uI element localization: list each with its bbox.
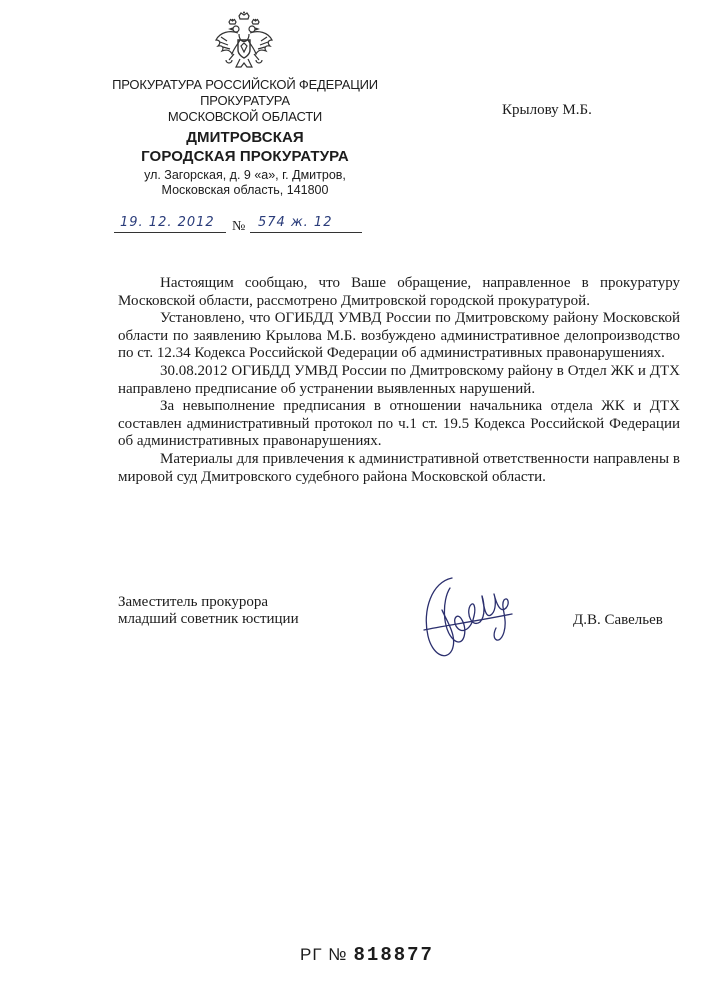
office-name-line1: ДМИТРОВСКАЯ xyxy=(186,129,304,146)
registration-number: 574 ж. 12 xyxy=(258,215,333,230)
org-name-line2: ПРОКУРАТУРА xyxy=(200,93,290,108)
recipient-name: Крылову М.Б. xyxy=(502,102,592,118)
date-underline xyxy=(114,232,226,233)
body-paragraph-5: Материалы для привлечения к административной ответственности направлены в мировой суд Дмитровского судебного района Московской области. xyxy=(118,450,680,485)
number-sign: № xyxy=(232,219,246,234)
office-name-line2: ГОРОДСКАЯ ПРОКУРАТУРА xyxy=(141,148,349,165)
blank-number: 818877 xyxy=(353,944,434,966)
signer-title xyxy=(118,594,299,628)
signer-title-line2: младший советник юстиции xyxy=(118,611,299,627)
body-paragraph-4: За невыполнение предписания в отношении начальника отдела ЖК и ДТХ составлен административный протокол по ч.1 ст. 19.5 Кодекса Российской Федерации об административных правонарушениях. xyxy=(118,398,680,450)
address-line1: ул. Загорская, д. 9 «а», г. Дмитров, xyxy=(144,168,346,182)
letter-body xyxy=(118,275,680,486)
org-name-line1: ПРОКУРАТУРА РОССИЙСКОЙ ФЕДЕРАЦИИ xyxy=(112,77,378,92)
signer-name: Д.В. Савельев xyxy=(573,612,663,628)
signer-title-line1: Заместитель прокурора xyxy=(118,594,268,610)
body-paragraph-3: 30.08.2012 ОГИБДД УМВД России по Дмитровскому району в Отдел ЖК и ДТХ направлено предписание об устранении выявленных нарушений. xyxy=(118,362,680,397)
blank-series: РГ № xyxy=(300,945,348,964)
body-paragraph-2: Установлено, что ОГИБДД УМВД России по Дмитровскому району Московской области по заявлению Крылова М.Б. возбуждено административное делопроизводство по ст. 12.34 Кодекса Российской Федерации об административных правонарушениях. xyxy=(118,310,680,362)
number-underline xyxy=(250,232,362,233)
body-paragraph-1: Настоящим сообщаю, что Ваше обращение, направленное в прокуратуру Московской области, рассмотрено Дмитровской городской прокуратурой. xyxy=(118,275,680,309)
blank-serial xyxy=(300,944,434,966)
registration-date: 19. 12. 2012 xyxy=(120,215,215,230)
org-name-line3: МОСКОВСКОЙ ОБЛАСТИ xyxy=(167,109,323,124)
address-line2: Московская область, 141800 xyxy=(161,183,329,197)
handwritten-signature xyxy=(412,570,522,670)
coat-of-arms-icon xyxy=(212,10,276,74)
